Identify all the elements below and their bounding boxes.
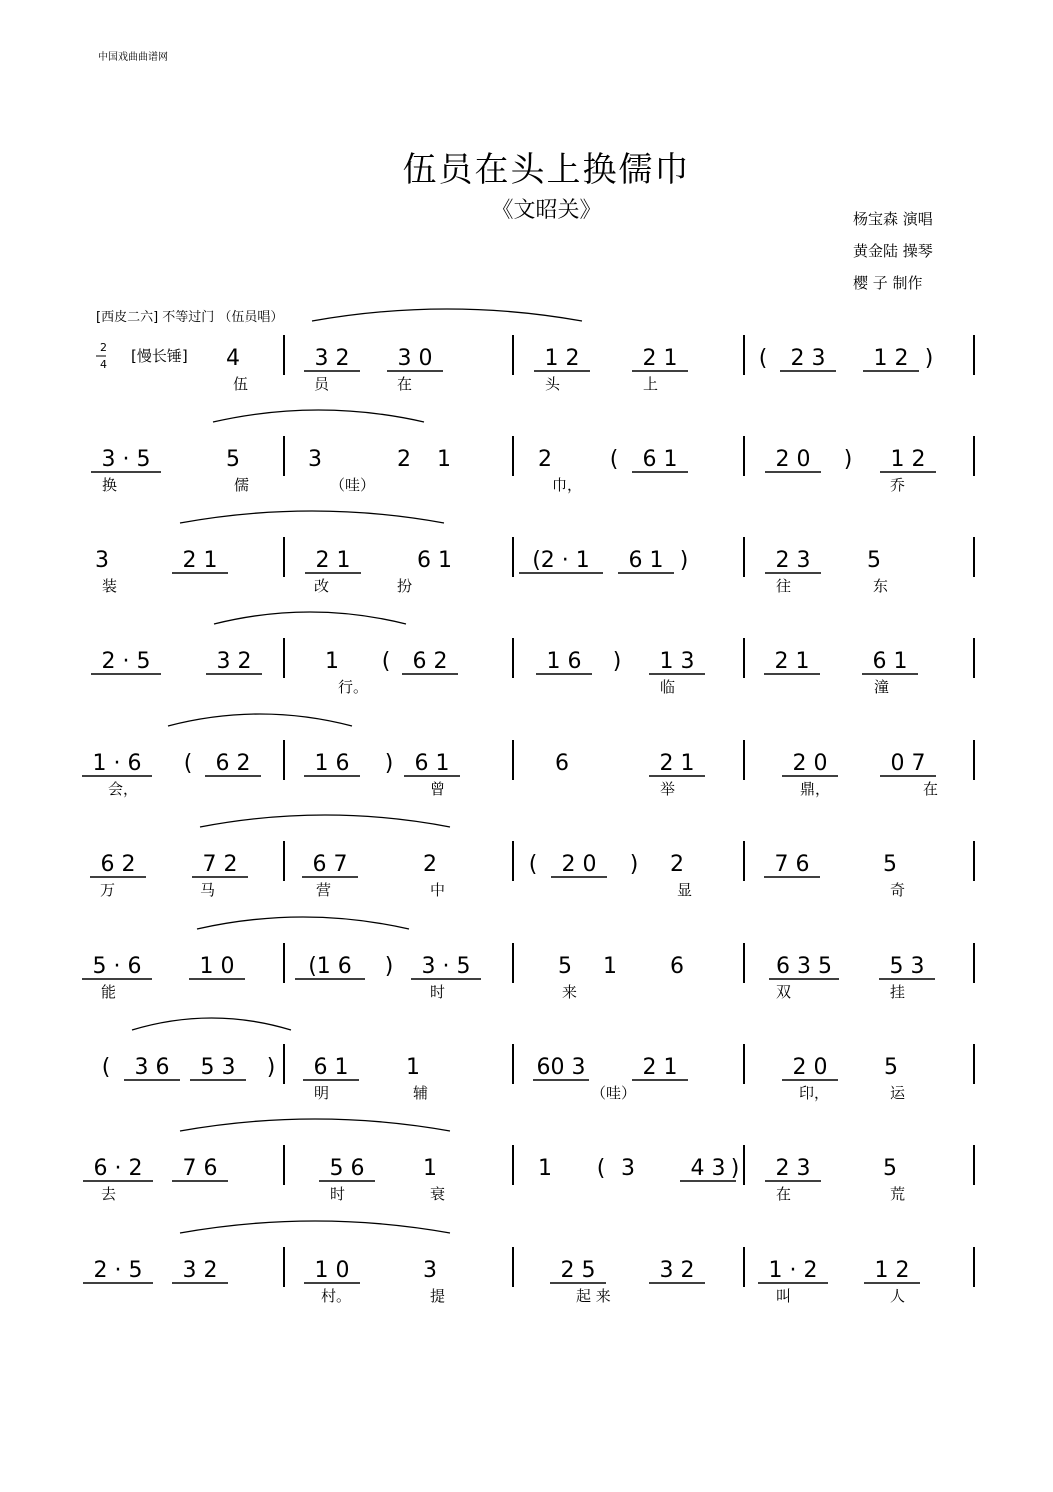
note-group: 1 0 — [314, 1258, 350, 1283]
lyric-syllable: （哇） — [330, 476, 376, 494]
note-group: 3 — [621, 1156, 635, 1181]
note-group: ) — [629, 852, 639, 877]
note-group: 5 — [558, 954, 572, 979]
note-group: 3 2 — [216, 649, 252, 674]
note-group: 7 6 — [774, 852, 810, 877]
slur — [200, 815, 450, 827]
note-group: 1 — [437, 447, 451, 472]
note-group: 1 6 — [314, 751, 350, 776]
slur — [168, 714, 352, 726]
credit-singer: 杨宝森 演唱 — [853, 210, 933, 228]
lyric-syllable: 奇 — [890, 881, 906, 899]
lyric-syllable: 辅 — [413, 1084, 429, 1102]
lyric-syllable: 上 — [643, 375, 659, 393]
site-watermark: 中国戏曲曲谱网 — [98, 52, 168, 63]
note-group: 7 6 — [182, 1156, 218, 1181]
lyric-syllable: 挂 — [890, 983, 906, 1001]
note-group: 1 6 — [546, 649, 582, 674]
lyric-syllable: 万 — [100, 881, 116, 899]
page-subtitle: 《文昭关》 — [491, 198, 602, 223]
note-group: 2 5 — [560, 1258, 596, 1283]
note-group: 1 — [406, 1055, 420, 1080]
slur — [312, 309, 582, 321]
note-group: ) — [384, 751, 394, 776]
lyric-syllable: 巾， — [552, 476, 583, 494]
intro-annotation: [西皮二六] 不等过门 （伍员唱） — [96, 310, 284, 325]
note-group: 4 — [226, 346, 240, 371]
lyric-syllable: 提 — [430, 1287, 446, 1305]
lyric-syllable: 荒 — [890, 1185, 906, 1203]
lyric-syllable: 东 — [873, 577, 889, 595]
note-group: 0 7 — [890, 751, 926, 776]
note-group: 3 2 — [182, 1258, 218, 1283]
note-group: 6 3 5 — [776, 954, 832, 979]
lyric-syllable: 儒 — [234, 476, 250, 494]
note-group: 5 — [883, 852, 897, 877]
time-signature-top: 2 — [100, 341, 107, 354]
note-group: 3 2 — [314, 346, 350, 371]
lyric-syllable: 在 — [776, 1185, 792, 1203]
note-group: 3 — [308, 447, 322, 472]
lyric-syllable: 临 — [660, 678, 676, 696]
note-group: 1 · 6 — [92, 751, 142, 776]
lyric-syllable: 运 — [890, 1084, 906, 1102]
note-group: 2 0 — [561, 852, 597, 877]
note-group: 6 — [555, 751, 569, 776]
lyric-syllable: 时 — [330, 1185, 346, 1203]
slur — [213, 410, 424, 422]
slur — [214, 612, 406, 624]
note-group: 3 — [95, 548, 109, 573]
lyric-syllable: 营 — [316, 881, 332, 899]
lyric-syllable: 马 — [200, 881, 216, 899]
lyric-syllable: 装 — [102, 577, 118, 595]
note-group: 2 0 — [792, 751, 828, 776]
note-group: 6 2 — [100, 852, 136, 877]
note-group: ) — [612, 649, 622, 674]
slur — [132, 1018, 291, 1030]
note-group: 5 — [883, 1156, 897, 1181]
note-group: 2 0 — [775, 447, 811, 472]
note-group: 2 — [397, 447, 411, 472]
note-group: 3 2 — [659, 1258, 695, 1283]
note-group: ) — [266, 1055, 276, 1080]
note-group: ( — [758, 346, 768, 371]
tempo-marking: [慢长锤] — [131, 347, 188, 365]
note-group: ( — [183, 751, 193, 776]
lyric-syllable: 衰 — [430, 1185, 446, 1203]
note-group: 5 3 — [200, 1055, 236, 1080]
note-group: 3 6 — [134, 1055, 170, 1080]
note-group: 2 1 — [642, 346, 678, 371]
note-group: 2 1 — [315, 548, 351, 573]
note-group: 60 3 — [536, 1055, 586, 1080]
note-group: 2 · 5 — [101, 649, 151, 674]
slur — [197, 917, 409, 929]
note-group: ( — [596, 1156, 606, 1181]
note-group: 2 3 — [775, 548, 811, 573]
note-group: 2 0 — [792, 1055, 828, 1080]
note-group: 3 · 5 — [421, 954, 471, 979]
note-group: 6 1 — [414, 751, 450, 776]
lyric-syllable: 行。 — [338, 678, 369, 696]
note-group: 5 — [884, 1055, 898, 1080]
note-group: ( — [609, 447, 619, 472]
lyric-syllable: 叫 — [776, 1287, 792, 1305]
lyric-syllable: 在 — [397, 375, 413, 393]
lyric-syllable: 往 — [776, 577, 792, 595]
note-group: 2 — [670, 852, 684, 877]
note-group: 7 2 — [202, 852, 238, 877]
lyric-syllable: 时 — [430, 983, 446, 1001]
note-group: 1 — [538, 1156, 552, 1181]
lyric-syllable: 印， — [799, 1084, 830, 1102]
credit-maker: 樱 子 制作 — [853, 274, 923, 292]
note-group: 1 — [423, 1156, 437, 1181]
lyric-syllable: 村。 — [321, 1287, 352, 1305]
note-group: 1 2 — [873, 346, 909, 371]
note-group: 5 — [226, 447, 240, 472]
time-signature-bottom: 4 — [100, 358, 107, 371]
note-group: 6 1 — [642, 447, 678, 472]
credit-accompanist: 黄金陆 操琴 — [853, 242, 933, 260]
lyric-syllable: 人 — [890, 1287, 906, 1305]
note-group: 2 · 5 — [93, 1258, 143, 1283]
lyric-syllable: 换 — [102, 476, 118, 494]
note-group: 6 — [417, 548, 431, 573]
note-group: ) — [730, 1156, 740, 1181]
note-group: ( — [528, 852, 538, 877]
note-group: 2 3 — [775, 1156, 811, 1181]
note-group: 1 · 2 — [768, 1258, 818, 1283]
note-group: 2 1 — [182, 548, 218, 573]
note-group: 6 2 — [412, 649, 448, 674]
note-group: ( — [381, 649, 391, 674]
lyric-syllable: 曾 — [430, 780, 446, 798]
note-group: 2 1 — [642, 1055, 678, 1080]
lyric-syllable: 员 — [314, 375, 330, 393]
lyric-syllable: 伍 — [233, 375, 249, 393]
note-group: 1 — [438, 548, 452, 573]
note-group: 1 2 — [890, 447, 926, 472]
note-group: 1 2 — [544, 346, 580, 371]
note-group: 6 · 2 — [93, 1156, 143, 1181]
note-group: 1 — [325, 649, 339, 674]
note-group: 1 0 — [199, 954, 235, 979]
note-group: ) — [679, 548, 689, 573]
note-group: 2 — [538, 447, 552, 472]
note-group: ) — [843, 447, 853, 472]
note-group: 5 3 — [889, 954, 925, 979]
page-title: 伍员在头上换儒巾 — [402, 150, 691, 190]
lyric-syllable: 改 — [314, 577, 330, 595]
note-group: 6 1 — [313, 1055, 349, 1080]
note-group: 3 0 — [397, 346, 433, 371]
note-group: 2 1 — [774, 649, 810, 674]
lyric-syllable: 会， — [108, 780, 139, 798]
lyric-syllable: 中 — [430, 881, 446, 899]
lyric-syllable: 去 — [101, 1185, 117, 1203]
note-group: 4 3 — [690, 1156, 726, 1181]
lyric-syllable: 能 — [101, 983, 117, 1001]
note-group: 1 2 — [874, 1258, 910, 1283]
lyric-syllable: 双 — [776, 983, 792, 1001]
note-group: 6 1 — [628, 548, 664, 573]
lyric-syllable: 来 — [562, 983, 578, 1001]
note-group: 2 — [423, 852, 437, 877]
note-group: ) — [924, 346, 934, 371]
note-group: 6 7 — [312, 852, 348, 877]
lyric-syllable: 在 — [923, 780, 939, 798]
note-group: 3 · 5 — [101, 447, 151, 472]
note-group: 1 — [603, 954, 617, 979]
note-group: 5 · 6 — [92, 954, 142, 979]
lyric-syllable: 乔 — [890, 476, 906, 494]
note-group: (2 · 1 — [532, 548, 590, 573]
note-group: 1 3 — [659, 649, 695, 674]
lyric-syllable: 扮 — [397, 577, 413, 595]
lyric-syllable: 起 来 — [576, 1287, 611, 1305]
slur — [180, 511, 444, 523]
lyric-syllable: 潼 — [874, 678, 890, 696]
lyric-syllable: 头 — [545, 375, 561, 393]
slur — [180, 1221, 450, 1233]
note-group: ( — [101, 1055, 111, 1080]
note-group: 5 6 — [329, 1156, 365, 1181]
note-group: (1 6 — [308, 954, 352, 979]
note-group: 6 2 — [215, 751, 251, 776]
lyric-syllable: 鼎， — [800, 780, 831, 798]
note-group: 3 — [423, 1258, 437, 1283]
note-group: 6 1 — [872, 649, 908, 674]
note-group: 6 — [670, 954, 684, 979]
lyric-syllable: （哇） — [591, 1084, 637, 1102]
note-group: ) — [384, 954, 394, 979]
slur — [180, 1119, 450, 1131]
note-group: 5 — [867, 548, 881, 573]
note-group: 2 1 — [659, 751, 695, 776]
lyric-syllable: 举 — [660, 780, 676, 798]
note-group: 2 3 — [790, 346, 826, 371]
lyric-syllable: 明 — [314, 1084, 330, 1102]
lyric-syllable: 显 — [677, 881, 693, 899]
